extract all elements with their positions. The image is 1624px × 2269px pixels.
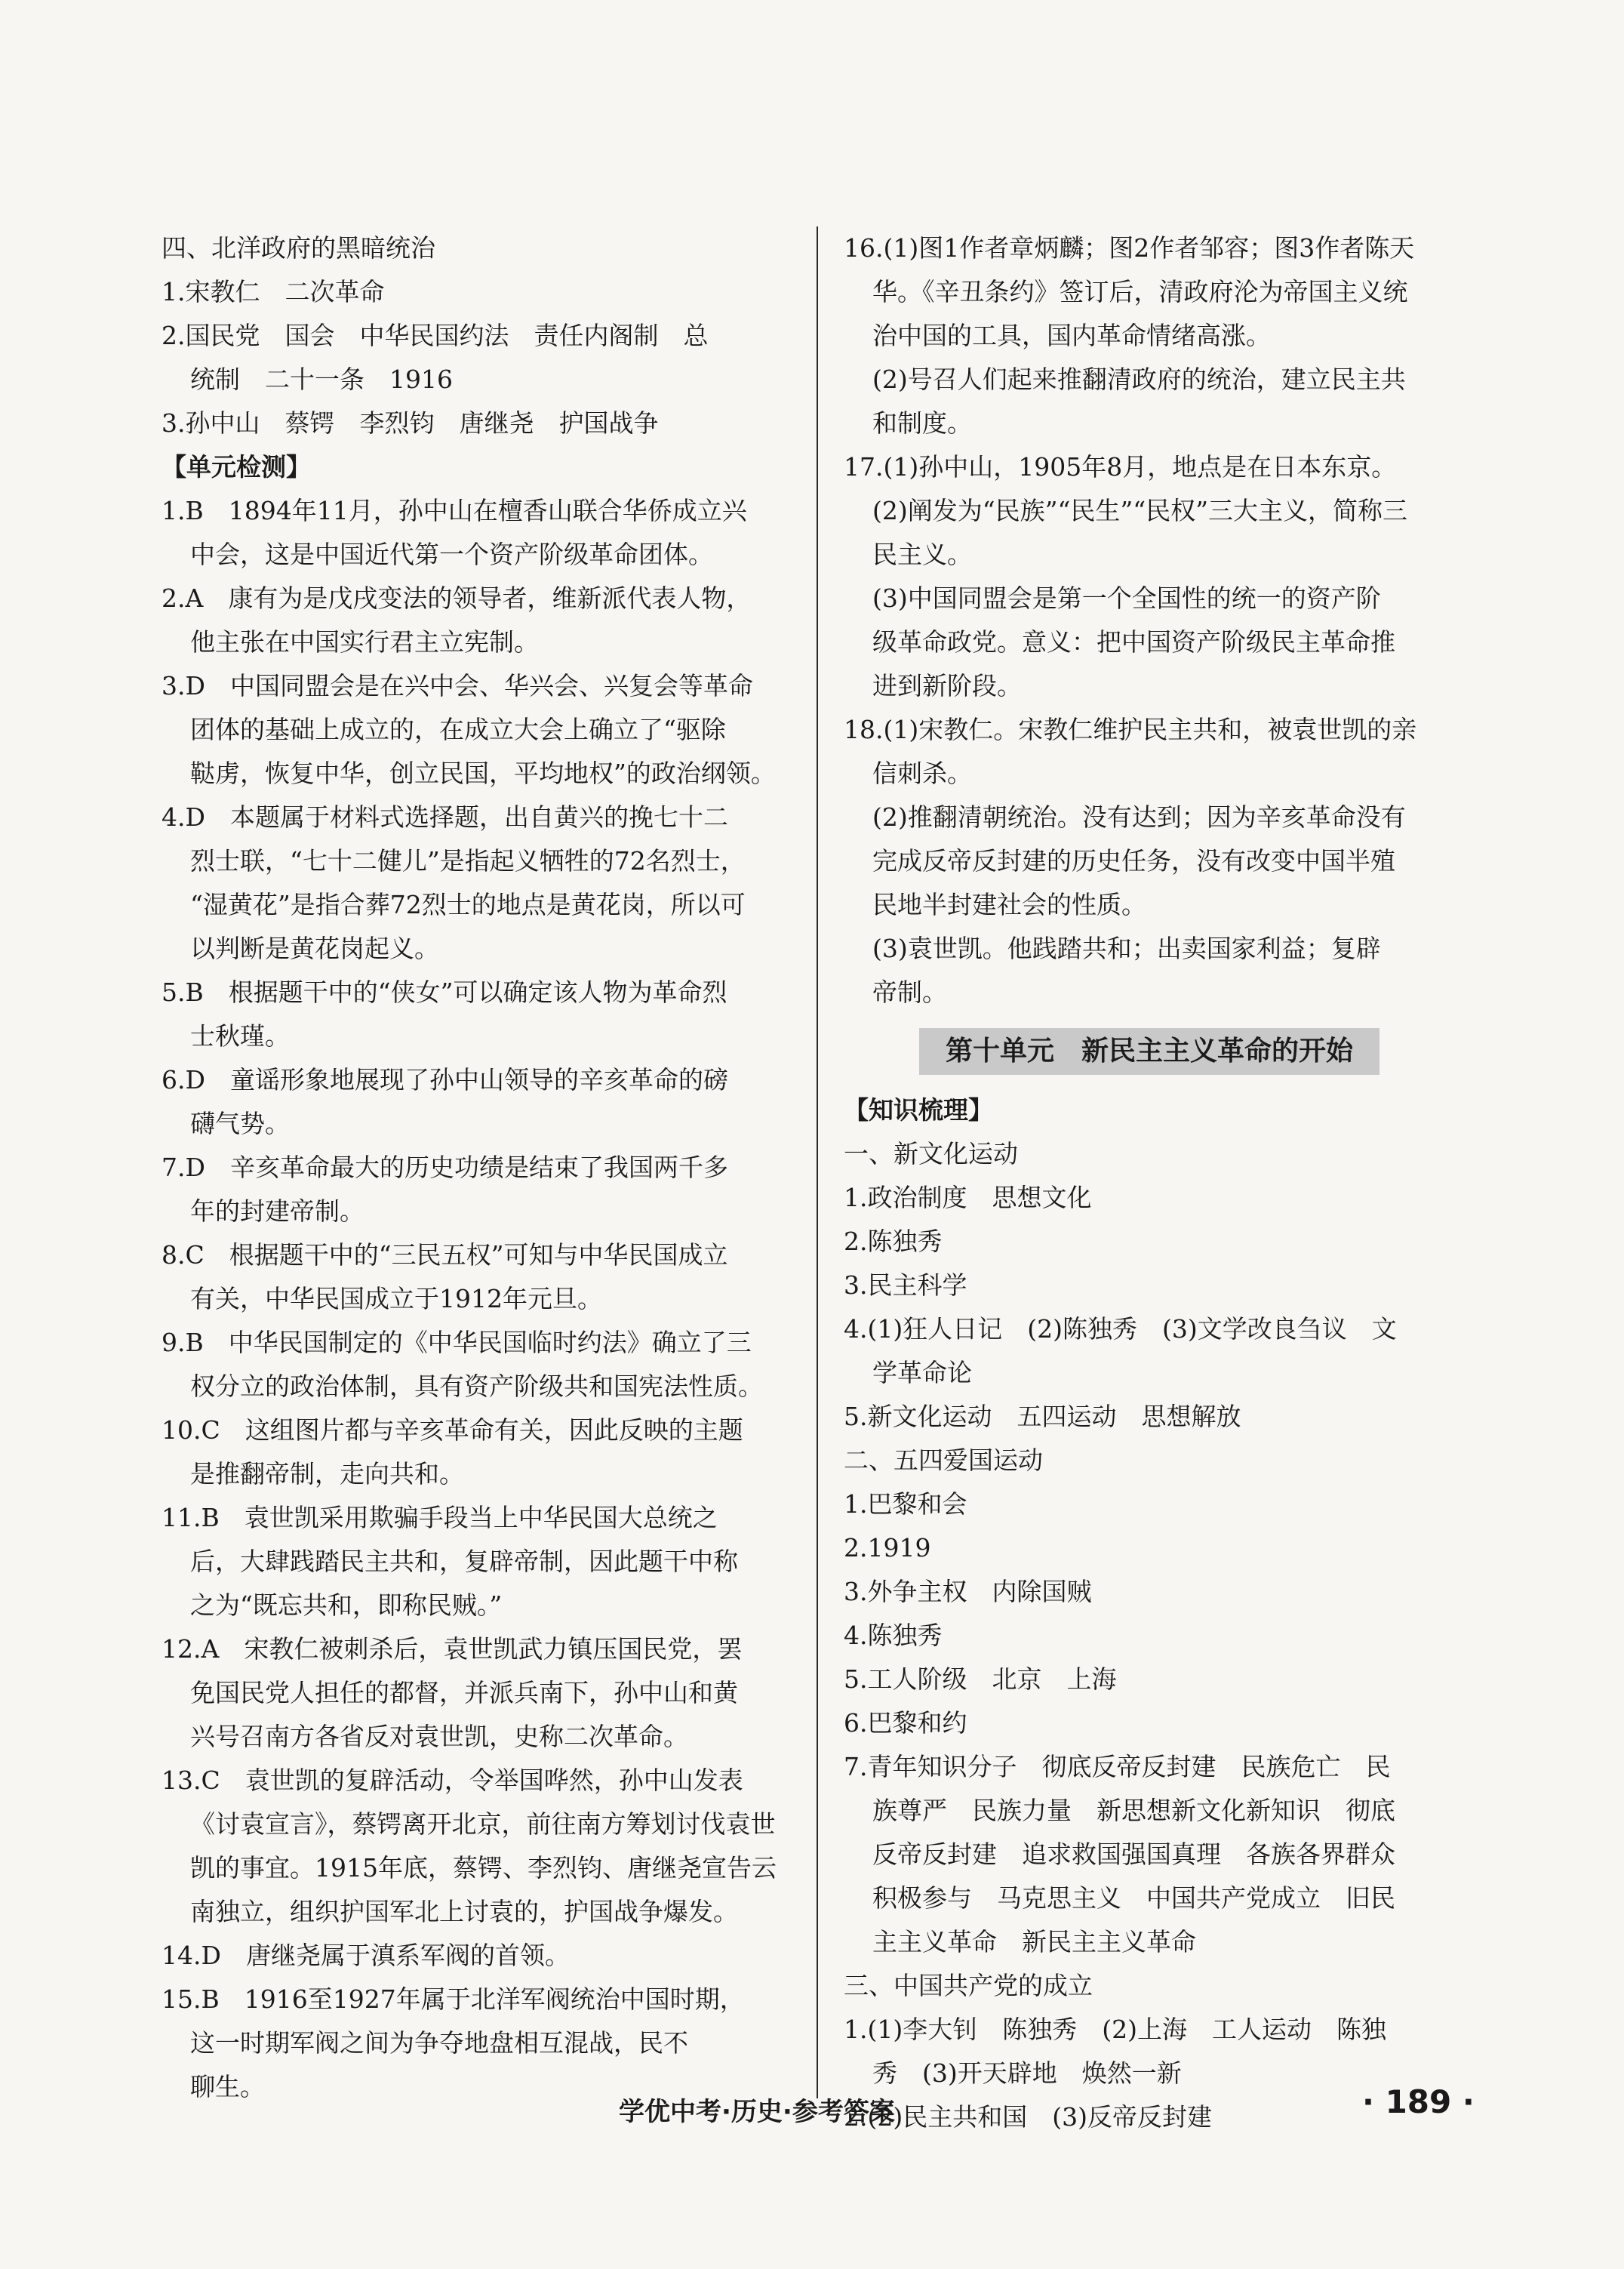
text-line: 士秋瑾。	[190, 1021, 290, 1051]
text-line: (3)袁世凯。他践踏共和；出卖国家利益；复辟	[872, 934, 1381, 963]
text-line: 2.陈独秀	[844, 1227, 943, 1256]
text-line: 中会，这是中国近代第一个资产阶级革命团体。	[190, 540, 713, 569]
text-line: 南独立，组织护国军北上讨袁的，护国战争爆发。	[190, 1897, 738, 1926]
text-line: 3.D 中国同盟会是在兴中会、华兴会、兴复会等革命	[161, 671, 753, 700]
text-line: 统制 二十一条 1916	[190, 365, 453, 394]
text-line: 14.D 唐继尧属于滇系军阀的首领。	[161, 1941, 570, 1970]
text-line: 年的封建帝制。	[190, 1196, 364, 1226]
text-line: 5.B 根据题干中的“侠女”可以确定该人物为革命烈	[161, 977, 727, 1007]
text-line: 他主张在中国实行君主立宪制。	[190, 627, 539, 657]
right-column-top	[844, 226, 1474, 1014]
text-line: 2.(2)民主共和国 (3)反帝反封建	[844, 2102, 1212, 2132]
text-line: 这一时期军阀之间为争夺地盘相互混战，民不	[190, 2028, 688, 2058]
text-line: 四、北洋政府的黑暗统治	[161, 233, 435, 263]
text-line: 秀 (3)开天辟地 焕然一新	[872, 2058, 1182, 2088]
text-line: 【单元检测】	[161, 452, 311, 482]
text-line: 1.(1)李大钊 陈独秀 (2)上海 工人运动 陈独	[844, 2015, 1386, 2044]
text-line: 民主义。	[872, 540, 972, 569]
text-line: 信刺杀。	[872, 759, 972, 788]
text-line: 聊生。	[190, 2072, 265, 2101]
text-line: 15.B 1916至1927年属于北洋军阀统治中国时期，	[161, 1984, 745, 2014]
text-line: 18.(1)宋教仁。宋教仁维护民主共和，被袁世凯的亲	[844, 715, 1417, 744]
text-line: 3.民主科学	[844, 1270, 967, 1300]
column-divider	[817, 226, 818, 2098]
text-line: 华。《辛丑条约》签订后，清政府沦为帝国主义统	[872, 277, 1408, 306]
text-line: 帝制。	[872, 977, 947, 1007]
text-line: 11.B 袁世凯采用欺骗手段当上中华民国大总统之	[161, 1503, 718, 1532]
text-line: 1.巴黎和会	[844, 1489, 967, 1519]
text-line: 免国民党人担任的都督，并派兵南下，孙中山和黄	[190, 1678, 738, 1707]
unit-title: 第十单元 新民主主义革命的开始	[919, 1028, 1379, 1075]
text-line: 4.D 本题属于材料式选择题，出自黄兴的挽七十二	[161, 802, 728, 832]
text-line: 1.B 1894年11月，孙中山在檀香山联合华侨成立兴	[161, 496, 747, 525]
text-line: 积极参与 马克思主义 中国共产党成立 旧民	[872, 1883, 1395, 1913]
text-line: 级革命政党。意义：把中国资产阶级民主革命推	[872, 627, 1395, 657]
text-line: 主主义革命 新民主主义革命	[872, 1927, 1196, 1957]
text-line: 5.新文化运动 五四运动 思想解放	[844, 1402, 1241, 1431]
text-line: 3.孙中山 蔡锷 李烈钧 唐继尧 护国战争	[161, 408, 659, 438]
text-line: 1.政治制度 思想文化	[844, 1183, 1092, 1212]
text-line: 6.D 童谣形象地展现了孙中山领导的辛亥革命的磅	[161, 1065, 728, 1094]
text-line: 团体的基础上成立的，在成立大会上确立了“驱除	[190, 715, 726, 744]
text-line: (3)中国同盟会是第一个全国性的统一的资产阶	[872, 583, 1381, 613]
text-line: 反帝反封建 追求救国强国真理 各族各界群众	[872, 1840, 1395, 1869]
text-line: 《讨袁宣言》，蔡锷离开北京，前往南方筹划讨伐袁世	[190, 1809, 776, 1839]
text-line: 族尊严 民族力量 新思想新文化新知识 彻底	[872, 1796, 1395, 1825]
text-line: (2)阐发为“民族”“民生”“民权”三大主义，简称三	[872, 496, 1407, 525]
text-line: 以判断是黄花岗起义。	[190, 934, 439, 963]
text-line: 学革命论	[872, 1358, 972, 1387]
text-line: 2.A 康有为是戊戌变法的领导者，维新派代表人物，	[161, 583, 752, 613]
text-line: 之为“既忘共和，即称民贼。”	[190, 1590, 503, 1620]
text-line: 后，大肆践踏民主共和，复辟帝制，因此题干中称	[190, 1547, 738, 1576]
text-line: 6.巴黎和约	[844, 1708, 967, 1738]
text-line: 凯的事宜。1915年底，蔡锷、李烈钧、唐继尧宣告云	[190, 1853, 777, 1883]
text-line: 民地半封建社会的性质。	[872, 890, 1146, 919]
text-line: 3.外争主权 内除国贼	[844, 1577, 1092, 1606]
text-line: “湿黄花”是指合葬72烈士的地点是黄花岗，所以可	[190, 890, 746, 919]
text-line: 治中国的工具，国内革命情绪高涨。	[872, 321, 1271, 350]
text-line: 8.C 根据题干中的“三民五权”可知与中华民国成立	[161, 1240, 728, 1270]
right-column-bottom	[844, 1088, 1474, 2139]
text-line: 【知识梳理】	[844, 1095, 993, 1125]
text-line: 2.1919	[844, 1533, 931, 1562]
text-line: 16.(1)图1作者章炳麟；图2作者邹容；图3作者陈天	[844, 233, 1415, 263]
text-line: 2.国民党 国会 中华民国约法 责任内阁制 总	[161, 321, 709, 350]
text-line: 有关，中华民国成立于1912年元旦。	[190, 1284, 602, 1313]
text-line: 4.(1)狂人日记 (2)陈独秀 (3)文学改良刍议 文	[844, 1314, 1397, 1344]
text-line: 10.C 这组图片都与辛亥革命有关，因此反映的主题	[161, 1415, 743, 1445]
text-line: 9.B 中华民国制定的《中华民国临时约法》确立了三	[161, 1328, 752, 1357]
text-line: 完成反帝反封建的历史任务，没有改变中国半殖	[872, 846, 1395, 876]
text-line: 礴气势。	[190, 1109, 290, 1138]
text-line: 5.工人阶级 北京 上海	[844, 1664, 1117, 1694]
text-line: 权分立的政治体制，具有资产阶级共和国宪法性质。	[190, 1372, 763, 1401]
text-line: 二、五四爱国运动	[844, 1445, 1043, 1475]
text-line: 烈士联，“七十二健儿”是指起义牺牲的72名烈士，	[190, 846, 746, 876]
text-line: 7.D 辛亥革命最大的历史功绩是结束了我国两千多	[161, 1153, 728, 1182]
footer: 学优中考·历史·参考答案	[619, 2097, 895, 2127]
text-line: 7.青年知识分子 彻底反帝反封建 民族危亡 民	[844, 1752, 1391, 1781]
right-column	[844, 226, 1474, 2139]
text-line: (2)号召人们起来推翻清政府的统治，建立民主共	[872, 365, 1406, 394]
text-line: 13.C 袁世凯的复辟活动，令举国哗然，孙中山发表	[161, 1766, 743, 1795]
text-line: (2)推翻清朝统治。没有达到；因为辛亥革命没有	[872, 802, 1406, 832]
text-line: 进到新阶段。	[872, 671, 1022, 700]
page-number: · 189 ·	[1362, 2083, 1475, 2120]
text-line: 4.陈独秀	[844, 1621, 943, 1650]
text-line: 1.宋教仁 二次革命	[161, 277, 385, 306]
text-line: 鞑虏，恢复中华，创立民国，平均地权”的政治纲领。	[190, 759, 776, 788]
text-line: 17.(1)孙中山，1905年8月，地点是在日本东京。	[844, 452, 1397, 482]
text-line: 和制度。	[872, 408, 972, 438]
text-line: 一、新文化运动	[844, 1139, 1018, 1168]
text-line: 12.A 宋教仁被刺杀后，袁世凯武力镇压国民党，罢	[161, 1634, 743, 1664]
text-line: 是推翻帝制，走向共和。	[190, 1459, 464, 1489]
left-column	[161, 226, 788, 2109]
text-line: 兴号召南方各省反对袁世凯，史称二次革命。	[190, 1722, 688, 1751]
text-line: 三、中国共产党的成立	[844, 1971, 1093, 2000]
